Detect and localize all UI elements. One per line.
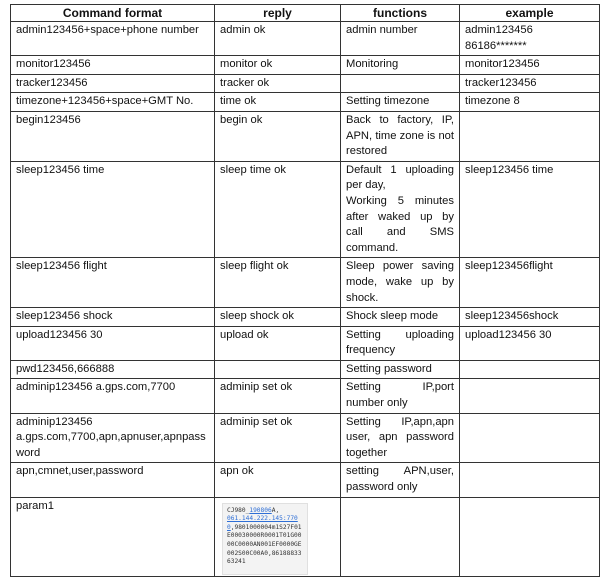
reply-cell — [215, 413, 341, 463]
functions-cell — [341, 56, 460, 75]
header-example: example — [460, 5, 600, 22]
command-text: timezone+123456+space+GMT No. — [16, 95, 194, 108]
reply-text: adminip set ok — [220, 415, 293, 428]
reply-text: apn ok — [220, 465, 254, 478]
command-text: adminip123456 — [16, 415, 93, 428]
reply-text: admin ok — [220, 24, 266, 36]
functions-cell — [341, 308, 460, 327]
reply-text: monitor ok — [220, 58, 273, 71]
command-cell — [11, 56, 215, 75]
command-cell — [11, 463, 215, 497]
param-reply-text: 9801000004m1S27F01E00030000R0001T01G0000C0000AN001EF0000GE002S00C00A0,8618883363241 — [227, 523, 302, 566]
reply-text: upload ok — [220, 328, 269, 341]
command-text: adminip123456 a.gps.com,7700 — [16, 381, 176, 394]
table-row — [11, 326, 600, 360]
param-reply-text: A, — [271, 506, 280, 514]
reply-cell — [215, 74, 341, 93]
reply-text: begin ok — [220, 113, 263, 126]
command-cell — [11, 413, 215, 463]
command-text: param1 — [16, 499, 54, 512]
table-row — [11, 22, 600, 56]
table-body — [11, 22, 600, 577]
functions-cell — [341, 74, 460, 93]
command-text: a.gps.com,7700,apn,apnuser,apnpassword — [16, 431, 206, 459]
reply-text: sleep flight ok — [220, 260, 289, 273]
example-cell — [460, 413, 600, 463]
reply-cell — [215, 93, 341, 112]
functions-text: Setting IP,port number only — [346, 381, 454, 410]
example-cell — [460, 308, 600, 327]
reply-cell — [215, 161, 341, 258]
header-row — [11, 5, 600, 22]
example-cell — [460, 22, 600, 56]
functions-cell — [341, 463, 460, 497]
example-cell — [460, 93, 600, 112]
table-row — [11, 111, 600, 161]
functions-text: Working 5 minutes after waked up by call and SMS command. — [346, 194, 454, 254]
functions-cell — [341, 258, 460, 308]
functions-text: Setting uploading frequency — [346, 328, 454, 357]
example-text: upload123456 30 — [465, 328, 552, 341]
command-cell — [11, 111, 215, 161]
command-cell — [11, 93, 215, 112]
param-reply-link: 190806 — [249, 506, 272, 514]
example-cell — [460, 463, 600, 497]
table-row — [11, 463, 600, 497]
reply-text: sleep shock ok — [220, 310, 295, 323]
command-cell — [11, 360, 215, 379]
command-cell — [11, 379, 215, 413]
reply-cell — [215, 111, 341, 161]
command-text: begin123456 — [16, 113, 81, 126]
functions-text: Sleep power saving mode, wake up by shock. — [346, 260, 454, 304]
functions-text: admin number — [346, 24, 418, 36]
command-table — [10, 4, 600, 577]
table-row — [11, 360, 600, 379]
functions-text: Back to factory, IP, APN, time zone is not restored — [346, 113, 454, 158]
command-text: sleep123456 shock — [16, 310, 113, 323]
functions-cell — [341, 413, 460, 463]
functions-text: Shock sleep mode — [346, 310, 439, 323]
command-text: admin123456+space+phone number — [16, 24, 199, 36]
reply-text: adminip set ok — [220, 381, 293, 394]
command-text: monitor123456 — [16, 58, 91, 71]
header-functions: functions — [341, 5, 460, 22]
functions-cell — [341, 360, 460, 379]
command-cell — [11, 258, 215, 308]
example-cell — [460, 161, 600, 258]
example-text: tracker123456 — [465, 76, 537, 89]
header-command-format: Command format — [11, 5, 215, 22]
functions-cell — [341, 22, 460, 56]
example-text: sleep123456shock — [465, 310, 559, 323]
command-cell — [11, 326, 215, 360]
example-cell — [460, 326, 600, 360]
functions-cell — [341, 497, 460, 576]
example-text: 86186******* — [465, 39, 527, 52]
command-cell — [11, 74, 215, 93]
reply-cell — [215, 22, 341, 56]
example-text: sleep123456 time — [465, 163, 554, 176]
functions-text: Setting password — [346, 362, 432, 375]
functions-cell — [341, 93, 460, 112]
example-cell — [460, 111, 600, 161]
reply-text: sleep time ok — [220, 163, 286, 176]
table-row — [11, 56, 600, 75]
reply-cell — [215, 497, 341, 576]
table-row — [11, 308, 600, 327]
functions-cell — [341, 111, 460, 161]
reply-cell — [215, 308, 341, 327]
example-cell — [460, 258, 600, 308]
table-row — [11, 161, 600, 258]
example-cell — [460, 360, 600, 379]
reply-cell — [215, 379, 341, 413]
example-text: timezone 8 — [465, 95, 520, 108]
functions-text: Setting timezone — [346, 95, 430, 108]
functions-text: Setting IP,apn,apn user, apn password together — [346, 415, 454, 459]
example-text: monitor123456 — [465, 58, 540, 71]
command-text: upload123456 30 — [16, 328, 103, 341]
example-cell — [460, 497, 600, 576]
reply-cell — [215, 56, 341, 75]
command-text: sleep123456 flight — [16, 260, 107, 273]
example-cell — [460, 379, 600, 413]
table-row — [11, 413, 600, 463]
example-text: sleep123456flight — [465, 260, 553, 273]
table-row — [11, 258, 600, 308]
header-reply: reply — [215, 5, 341, 22]
command-cell — [11, 308, 215, 327]
example-text: admin123456 — [465, 24, 533, 36]
functions-cell — [341, 161, 460, 258]
table-row — [11, 379, 600, 413]
command-cell — [11, 22, 215, 56]
table-row — [11, 74, 600, 93]
command-text: apn,cmnet,user,password — [16, 465, 144, 478]
command-cell — [11, 497, 215, 576]
example-cell — [460, 74, 600, 93]
reply-text: tracker ok — [220, 76, 270, 89]
functions-cell — [341, 379, 460, 413]
param-reply-text: CJ980_ — [227, 506, 250, 514]
example-cell — [460, 56, 600, 75]
functions-text: setting APN,user, password only — [346, 465, 454, 494]
reply-cell — [215, 360, 341, 379]
param-reply-image — [222, 503, 308, 575]
reply-cell — [215, 463, 341, 497]
reply-text: time ok — [220, 95, 257, 108]
param-reply-text: , — [230, 523, 235, 531]
table-row — [11, 93, 600, 112]
param-reply-link: 061.144.222.145:7700 — [227, 515, 298, 531]
command-text: tracker123456 — [16, 76, 88, 89]
functions-cell — [341, 326, 460, 360]
reply-cell — [215, 326, 341, 360]
reply-cell — [215, 258, 341, 308]
command-text: sleep123456 time — [16, 163, 105, 176]
command-text: pwd123456,666888 — [16, 362, 115, 375]
functions-text: Monitoring — [346, 58, 399, 71]
command-cell — [11, 161, 215, 258]
functions-text: Default 1 uploading per day, — [346, 163, 454, 192]
table-row — [11, 497, 600, 576]
